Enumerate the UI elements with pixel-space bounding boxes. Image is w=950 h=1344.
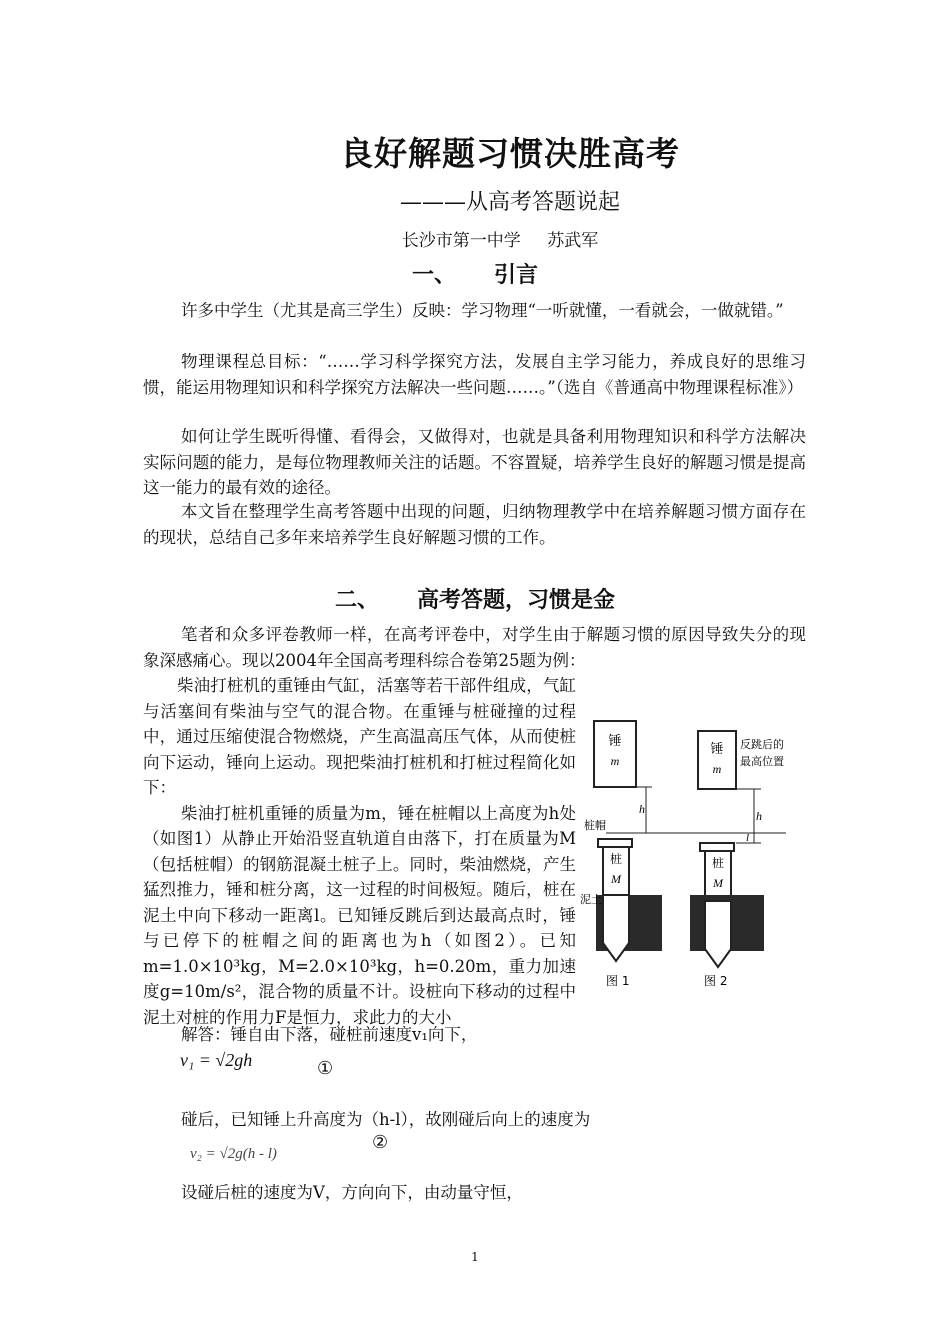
soil-label: 泥土 <box>580 893 602 906</box>
page-subtitle: ———从高考答题说起 <box>399 190 620 215</box>
fig2-caption: 图 2 <box>704 974 728 988</box>
page-title: 良好解题习惯决胜高考 <box>340 134 680 173</box>
pile-mass-label: M <box>713 876 723 890</box>
paragraph: 笔者和众多评卷教师一样，在高考评卷中，对学生由于解题习惯的原因导致失分的现象深感痛心。现以2004年全国高考理科综合卷第25题为例： <box>143 625 806 670</box>
answer-line: 解答：锤自由下落，碰桩前速度v₁向下， <box>181 1025 478 1044</box>
problem-paragraph: 柴油打桩机重锤的质量为m，锤在桩帽以上高度为h处（如图1）从静止开始沿竖直轨道自由落下，打在质量为M（包括桩帽）的钢筋混凝土桩子上。同时，柴油燃烧，产生猛烈推力，锤和桩分离，这一过程的时间极短。随后，桩在泥土中向下移动一距离l。已知锤反跳后到达最高点时，锤与已停下的桩帽之间的距离也为h（如图2）。已知m=1.0×10³kg，M=2.0×10³kg，h=0.20m，重力加速度g=10m/s²，混合物的质量不计。设桩向下移动的过程中泥土对桩的作用力F是恒力，求此力的大小 <box>143 803 576 1027</box>
cap-label: 桩帽 <box>584 819 606 832</box>
paragraph: 物理课程总目标：“……学习科学探究方法，发展自主学习能力，养成良好的思维习惯，能运用物理知识和科学探究方法解决一些问题……。”（选自《普通高中物理课程标准》） <box>143 352 806 397</box>
hammer-label: 锤 <box>710 742 724 757</box>
section-number: 一、 <box>411 263 456 288</box>
pile-driver-diagram <box>580 693 806 993</box>
fig1-caption: 图 1 <box>606 974 630 988</box>
section-title: 引言 <box>494 263 539 288</box>
equation-2-marker: ② <box>372 1132 389 1153</box>
page-number: 1 <box>471 1250 479 1264</box>
h-label: h <box>756 809 762 823</box>
paragraph: 如何让学生既听得懂、看得会，又做得对，也就是具备利用物理知识和科学方法解决实际问题的能力，是每位物理教师关注的话题。不容置疑，培养学生良好的解题习惯是提高这一能力的最有效的途径。 <box>143 427 806 497</box>
hammer-mass-label: m <box>610 754 620 768</box>
equation-1: v₁ = √2gh <box>180 1050 253 1070</box>
equation-2: v₂ = √2g(h - l) <box>190 1146 277 1162</box>
section-title: 高考答题，习惯是金 <box>417 588 616 613</box>
problem-block <box>143 673 806 1030</box>
section-number: 二、 <box>334 588 379 613</box>
hammer-mass-label: m <box>712 762 722 776</box>
answer-line: 设碰后桩的速度为V，方向向下，由动量守恒， <box>181 1183 523 1202</box>
rebound-label: 反跳后的 <box>740 738 784 751</box>
problem-paragraph: 柴油打桩机的重锤由气缸，活塞等若干部件组成，气缸与活塞间有柴油与空气的混合物。在重锤与桩碰撞的过程中，通过压缩使混合物燃烧，产生高温高压气体，从而使桩向下运动，锤向上运动。现把柴油打桩机和打桩过程简化如下： <box>143 676 576 797</box>
pile-driver-figure <box>580 693 806 993</box>
hammer-label: 锤 <box>608 734 622 749</box>
pile-label: 桩 <box>711 856 725 870</box>
l-label: l <box>746 832 750 844</box>
h-label: h <box>639 802 645 816</box>
answer-line: 碰后，已知锤上升高度为（h-l），故刚碰后向上的速度为 <box>181 1110 591 1129</box>
rebound-label: 最高位置 <box>740 755 784 768</box>
pile-mass-label: M <box>611 872 621 886</box>
author-line: 长沙市第一中学 苏武军 <box>401 231 599 251</box>
section-heading-1 <box>0 258 950 289</box>
paragraph: 许多中学生（尤其是高三学生）反映：学习物理“一听就懂，一看就会，一做就错。” <box>181 301 784 320</box>
hammer-2 <box>698 731 736 789</box>
section-heading-2 <box>0 583 950 614</box>
pile-label: 桩 <box>609 852 623 866</box>
paragraph: 本文旨在整理学生高考答题中出现的问题，归纳物理教学中在培养解题习惯方面存在的现状，总结自己多年来培养学生良好解题习惯的工作。 <box>143 502 806 547</box>
equation-1-marker: ① <box>317 1058 334 1079</box>
